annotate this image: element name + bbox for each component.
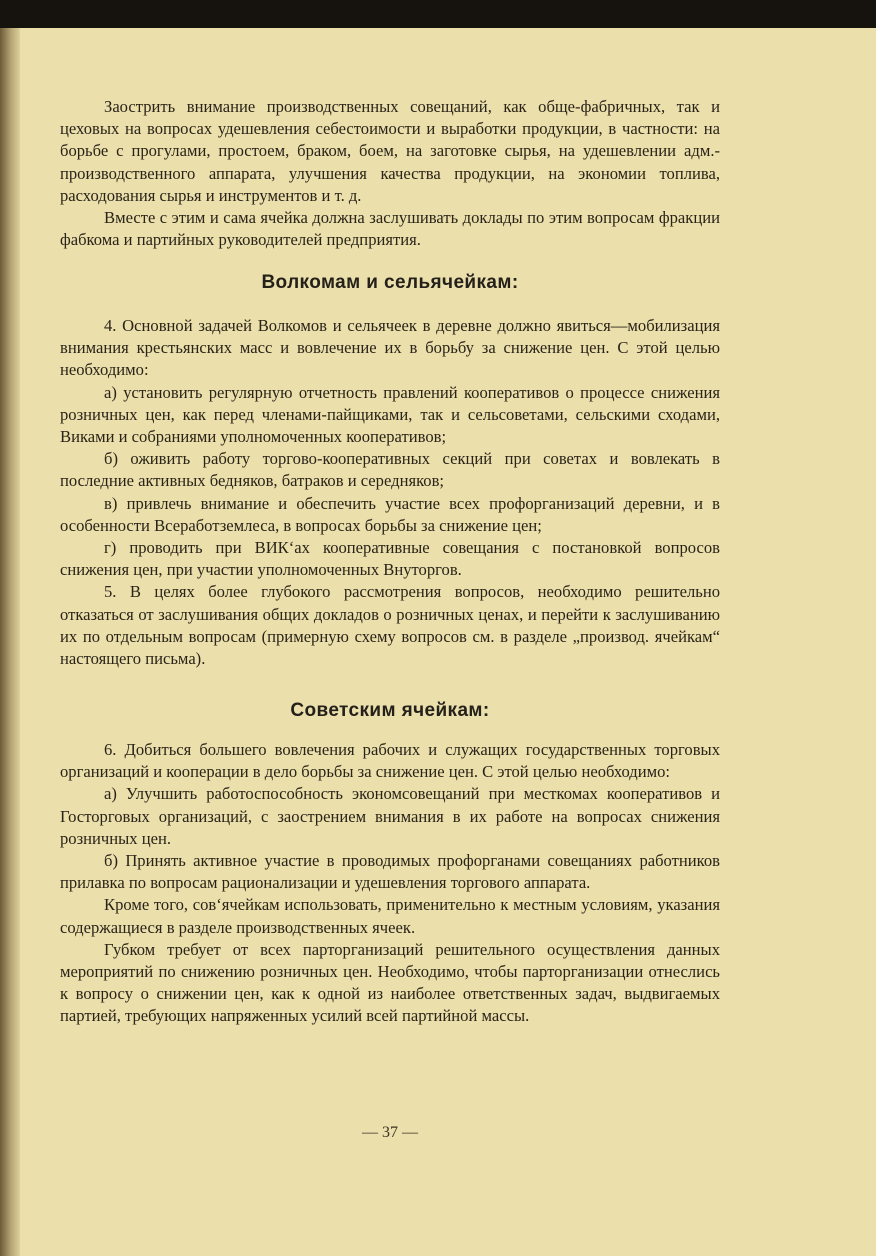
paragraph-item-4a: а) установить регулярную отчетность правлений кооперативов о процессе снижения розничных цен, как перед членами-пайщиками, так и сельсоветами, сельскими сходами, Виками и собраниями уполномоченных кооперативов; [60,382,720,447]
heading-volkoms: Волкомам и сельячейкам: [261,272,519,293]
paragraph-item-4: 4. Основной задачей Волкомов и сельячеек в деревне должно явиться—мобилизация внимания крестьянских масс и вовлечение их в борьбу за снижение цен. С этой целью необходимо: [60,316,720,380]
paragraph-item-6b: б) Принять активное участие в проводимых профорганами совещаниях работников прилавка по вопросам рационализации и удешевления торгового аппарата. [60,851,720,893]
section-volkoms-text [60,315,720,670]
paragraph-gubkom-demand: Губком требует от всех парторганизаций решительного осуществления данных мероприятий по снижению розничных цен. Необходимо, чтобы парторганизации отнеслись к вопросу о снижении цен, как к одной из наиболее ответственных задач, выдвигаемых партией, требующих напряженных усилий всей партийной массы. [60,939,720,1026]
paragraph-production-meetings: Заострить внимание производственных совещаний, как обще-фабричных, так и цеховых на вопросах удешевления себестоимости и выработки продукции, в частности: на борьбе с прогулами, простоем, браком, боем, на заготовке сырья, на удешевлении адм.-производственного аппарата, улучшения качества продукции, на экономии топлива, расходования сырья и инструментов и т. д. [60,97,720,205]
heading-soviet-cells: Советским ячейкам: [290,700,490,721]
section-production-text [60,96,720,251]
binding-edge [0,28,20,1256]
paragraph-cell-reports: Вместе с этим и сама ячейка должна заслушивать доклады по этим вопросам фракции фабкома и партийных руководителей предприятия. [60,208,720,250]
scan-top-border [0,0,876,28]
paragraph-item-4b: б) оживить работу торгово-кооперативных секций при советах и вовлекать в последние активных бедняков, батраков и середняков; [60,449,720,491]
paragraph-item-4d: г) проводить при ВИК‘ах кооперативные совещания с постановкой вопросов снижения цен, при участии уполномоченных Внуторгов. [60,538,720,580]
page-number: — 37 — [362,1124,418,1141]
paragraph-item-4c: в) привлечь внимание и обеспечить участие всех профорганизаций деревни, и в особенности Всеработземлеса, в вопросах борьбы за снижение цен; [60,493,720,535]
paragraph-item-6: 6. Добиться большего вовлечения рабочих и служащих государственных торговых организаций и кооперации в дело борьбы за снижение цен. С этой целью необходимо: [60,740,720,782]
section-soviet-text [60,739,720,1028]
paragraph-sov-cells: Кроме того, сов‘ячейкам использовать, применительно к местным условиям, указания содержащиеся в разделе производственных ячеек. [60,895,720,937]
paragraph-item-6a: а) Улучшить работоспособность экономсовещаний при месткомах кооперативов и Госторговых организаций, с заострением внимания в их работе на вопросах снижения розничных цен. [60,784,720,848]
paragraph-item-5: 5. В целях более глубокого рассмотрения вопросов, необходимо решительно отказаться от заслушивания общих докладов о розничных ценах, и перейти к заслушиванию их по отдельным вопросам (примерную схему вопросов см. в разделе „производ. ячейкам“ настоящего письма). [60,582,720,669]
